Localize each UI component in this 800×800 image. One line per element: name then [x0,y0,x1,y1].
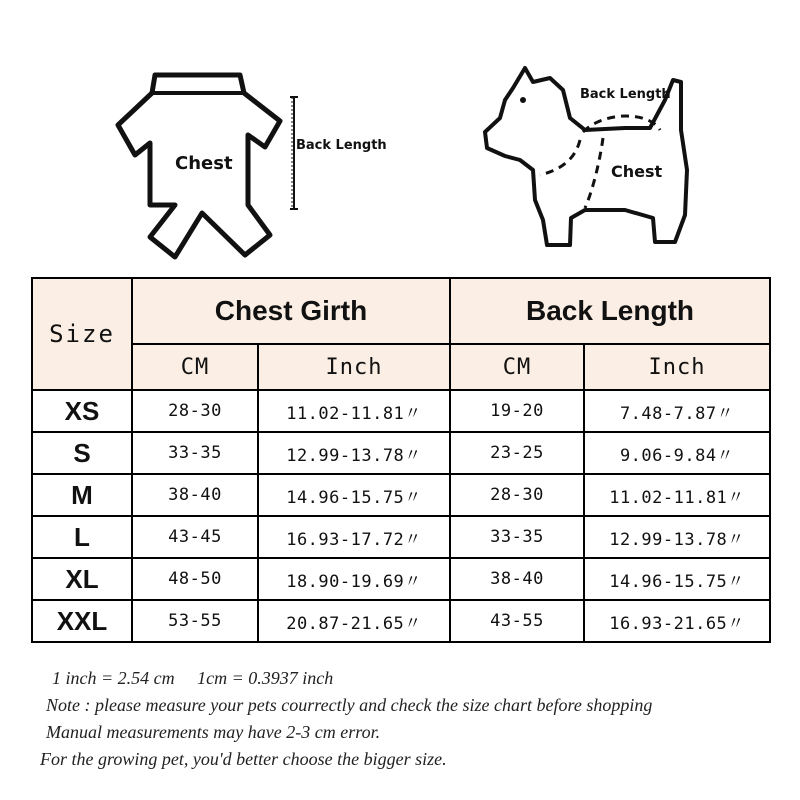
back-inch-cell: 9.06-9.84〃 [584,432,770,474]
table-subheader-row [32,344,770,390]
size-cell: XXL [32,600,132,642]
chest-inch-header: Inch [258,344,450,390]
chest-inch-cell: 14.96-15.75〃 [258,474,450,516]
table-row [32,516,770,558]
back-cm-cell: 38-40 [450,558,584,600]
size-cell: XS [32,390,132,432]
growing-pet-note: For the growing pet, you'd better choose the bigger size. [40,749,447,769]
back-inch-cell: 11.02-11.81〃 [584,474,770,516]
notes-block [40,665,780,773]
table-row [32,432,770,474]
chest-cm-cell: 28-30 [132,390,258,432]
chest-cm-cell: 48-50 [132,558,258,600]
shirt-back-length-label: Back Length [296,138,387,153]
back-cm-cell: 33-35 [450,516,584,558]
shirt-chest-label: Chest [175,153,233,174]
size-cell: S [32,432,132,474]
chest-cm-cell: 53-55 [132,600,258,642]
chest-cm-header: CM [132,344,258,390]
shirt-diagram [110,65,400,265]
table-row [32,474,770,516]
chest-girth-header: Chest Girth [132,278,450,344]
dog-back-length-label: Back Length [580,87,671,102]
size-cell: XL [32,558,132,600]
chest-inch-cell: 20.87-21.65〃 [258,600,450,642]
back-cm-cell: 28-30 [450,474,584,516]
back-cm-cell: 43-55 [450,600,584,642]
back-inch-header: Inch [584,344,770,390]
size-column-header: Size [32,278,132,390]
back-inch-cell: 14.96-15.75〃 [584,558,770,600]
table-row [32,558,770,600]
back-cm-cell: 19-20 [450,390,584,432]
error-note: Manual measurements may have 2-3 cm error. [46,722,381,742]
chest-cm-cell: 38-40 [132,474,258,516]
back-inch-cell: 7.48-7.87〃 [584,390,770,432]
table-header-row [32,278,770,344]
chest-cm-cell: 33-35 [132,432,258,474]
chest-inch-cell: 18.90-19.69〃 [258,558,450,600]
table-row [32,390,770,432]
back-cm-cell: 23-25 [450,432,584,474]
back-inch-cell: 12.99-13.78〃 [584,516,770,558]
size-chart-table [31,277,771,643]
chest-cm-cell: 43-45 [132,516,258,558]
chest-inch-cell: 16.93-17.72〃 [258,516,450,558]
shirt-outline-icon [110,65,400,265]
back-inch-cell: 16.93-21.65〃 [584,600,770,642]
size-cell: M [32,474,132,516]
dog-diagram [475,60,705,260]
back-length-header: Back Length [450,278,770,344]
table-row [32,600,770,642]
size-cell: L [32,516,132,558]
measurement-note: Note : please measure your pets courrectly and check the size chart before shopping [46,695,653,715]
chest-inch-cell: 12.99-13.78〃 [258,432,450,474]
chest-inch-cell: 11.02-11.81〃 [258,390,450,432]
unit-conversion-note: 1 inch = 2.54 cm 1cm = 0.3937 inch [52,668,334,688]
back-cm-header: CM [450,344,584,390]
dog-chest-label: Chest [611,162,663,181]
